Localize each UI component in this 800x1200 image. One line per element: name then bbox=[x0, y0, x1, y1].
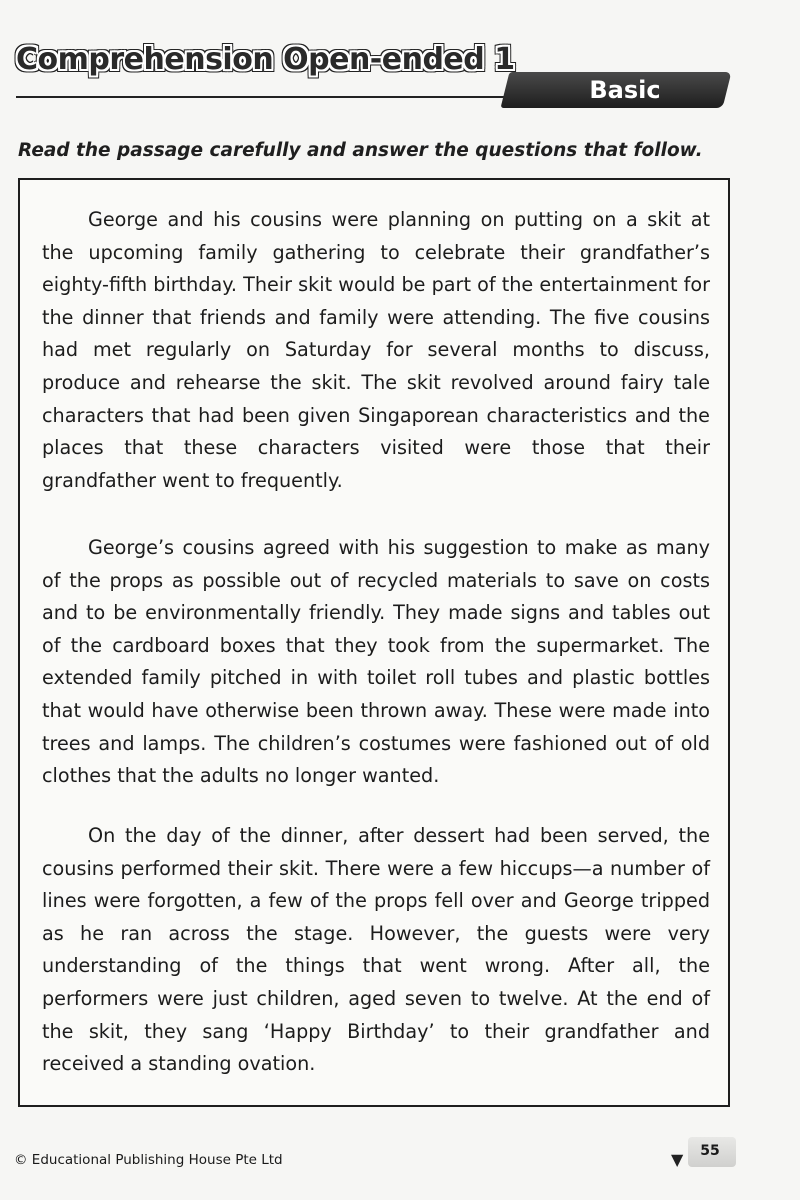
title-underline bbox=[16, 96, 510, 98]
passage-box bbox=[18, 178, 730, 1107]
page-header bbox=[0, 0, 800, 120]
triangle-marker-icon: ▼ bbox=[671, 1150, 684, 1169]
footer-copyright: © Educational Publishing House Pte Ltd bbox=[14, 1152, 283, 1168]
passage-paragraph-3: On the day of the dinner, after dessert had been served, the cousins performed their skit. There were a few hiccups—a number of lines were forgotten, a few of the props fell over and George tripped as he ran across the stage. However, the guests were very understanding of the things that went wrong. After all, the performers were just children, aged seven to twelve. At the end of the skit, they sang ‘Happy Birthday’ to their grandfather and received a standing ovation. bbox=[42, 824, 710, 1076]
page-number: 55 bbox=[700, 1143, 720, 1159]
passage-paragraph-2: George’s cousins agreed with his suggestion to make as many of the props as possible out of recycled materials to save on costs and to be environmentally friendly. They made signs and tables out of the cardboard boxes that they took from the supermarket. The extended family pitched in with toilet roll tubes and plastic bottles that would have otherwise been thrown away. These were made into trees and lamps. The children’s costumes were fashioned out of old clothes that the adults no longer wanted. bbox=[42, 536, 710, 788]
level-label: Basic bbox=[589, 76, 661, 104]
instructions: Read the passage carefully and answer the questions that follow. bbox=[18, 140, 703, 161]
passage-paragraph-1: George and his cousins were planning on putting on a skit at the upcoming family gathering to celebrate their grandfather’s eighty-fifth birthday. Their skit would be part of the entertainment for the dinner that friends and family were attending. The five cousins had met regularly on Saturday for several months to discuss, produce and rehearse the skit. The skit revolved around fairy tale characters that had been given Singaporean characteristics and the places that these characters visited were those that their grandfather went to frequently. bbox=[42, 208, 710, 492]
page-title: Comprehension Open-ended 1 bbox=[16, 42, 515, 77]
